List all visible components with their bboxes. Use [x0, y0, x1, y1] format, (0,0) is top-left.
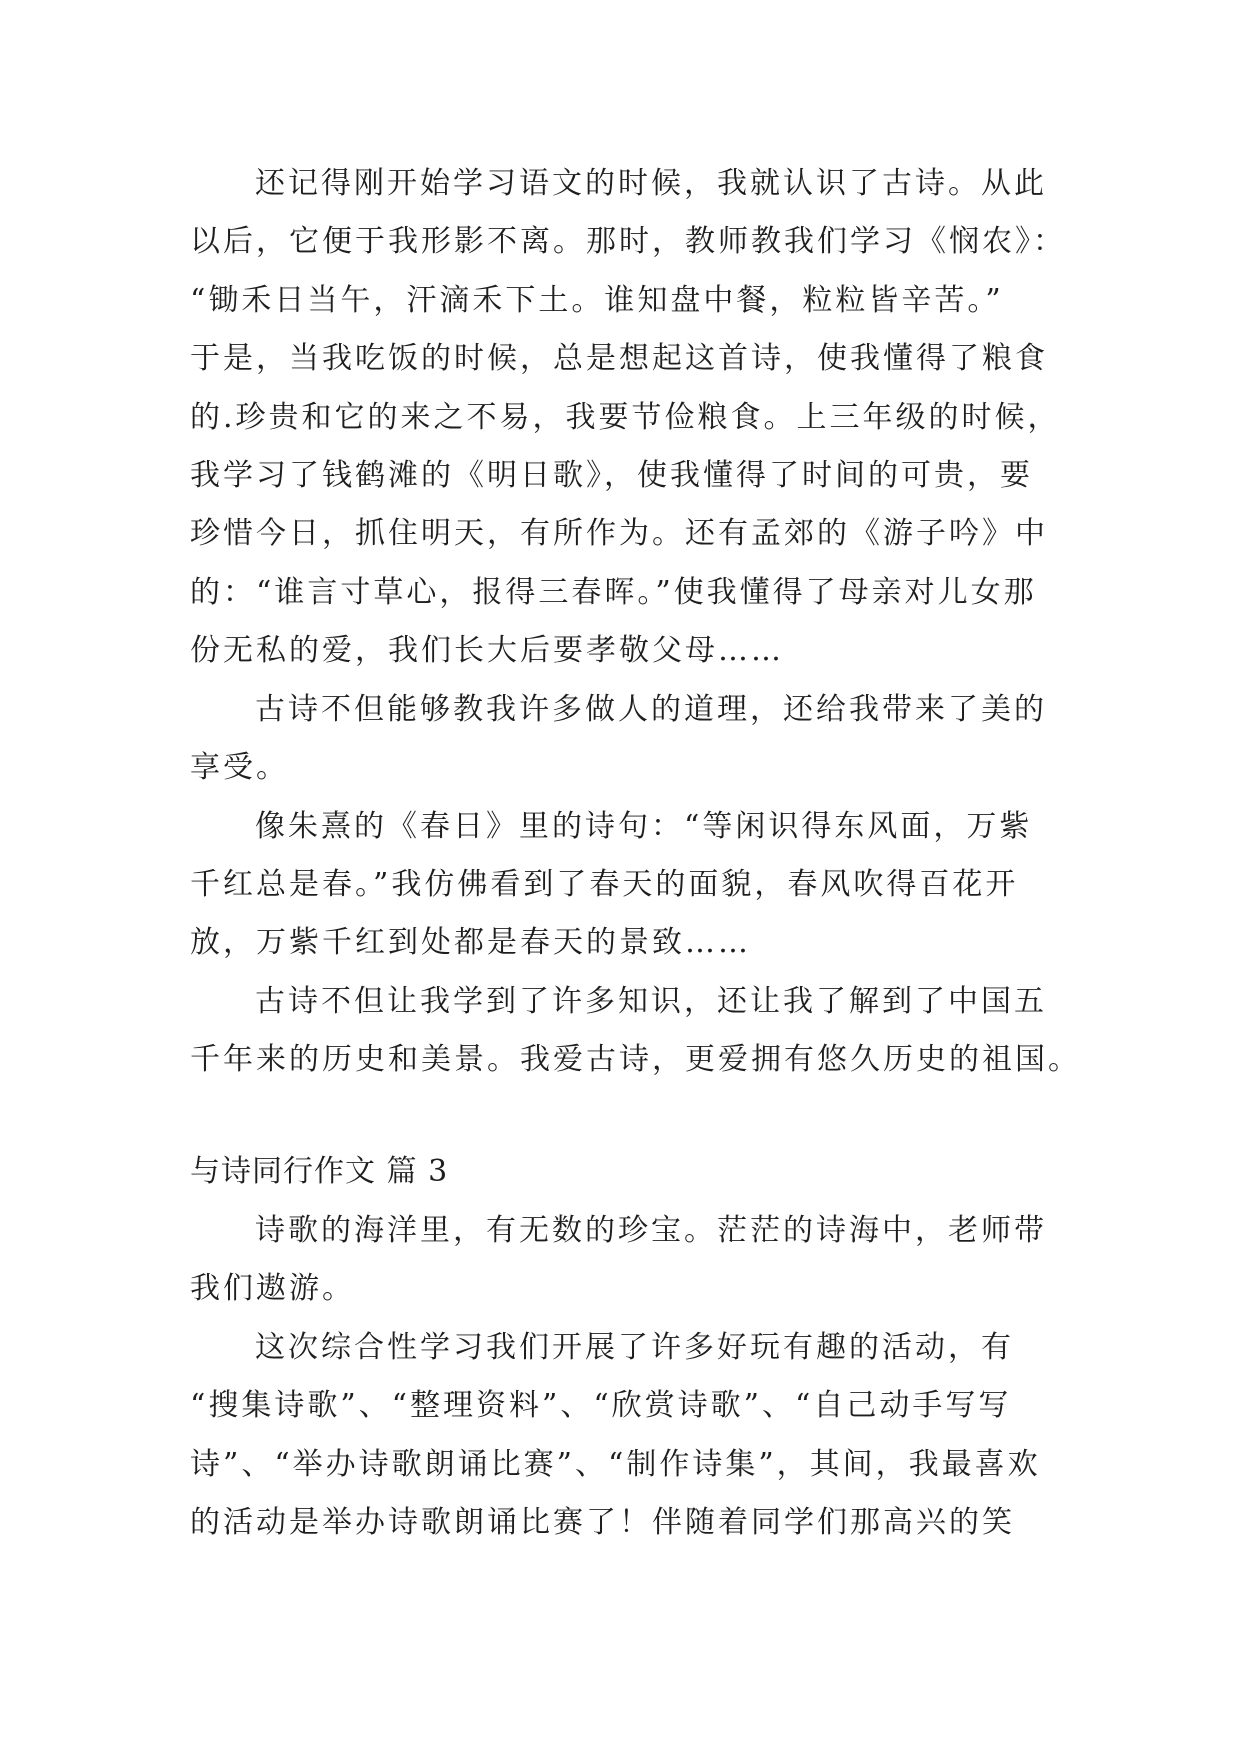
text-line-5: 的.珍贵和它的来之不易，我要节俭粮食。上三年级的时候，: [190, 400, 1061, 435]
text-line-10: 古诗不但能够教我许多做人的道理，还给我带来了美的: [255, 692, 1047, 727]
text-line-21: 诗”、“举办诗歌朗诵比赛”、“制作诗集”，其间，我最喜欢: [190, 1447, 1041, 1482]
text-line-3: “锄禾日当午，汗滴禾下土。谁知盘中餐，粒粒皆辛苦。”: [190, 283, 1004, 318]
text-line-19: 这次综合性学习我们开展了许多好玩有趣的活动，有: [255, 1330, 1014, 1365]
text-line-1: 还记得刚开始学习语文的时候，我就认识了古诗。从此: [255, 166, 1047, 201]
text-line-20: “搜集诗歌”、“整理资料”、“欣赏诗歌”、“自己动手写写: [190, 1388, 1012, 1423]
text-line-16: 千年来的历史和美景。我爱古诗，更爱拥有悠久历史的祖国。: [190, 1042, 1081, 1077]
text-line-6: 我学习了钱鹤滩的《明日歌》，使我懂得了时间的可贵，要: [190, 458, 1033, 493]
text-line-9: 份无私的爱，我们长大后要孝敬父母……: [190, 633, 784, 668]
text-line-11: 享受。: [190, 750, 289, 785]
text-line-4: 于是，当我吃饭的时候，总是想起这首诗，使我懂得了粮食: [190, 341, 1048, 376]
text-line-14: 放，万紫千红到处都是春天的景致……: [190, 925, 751, 960]
text-line-7: 珍惜今日，抓住明天，有所作为。还有孟郊的《游子吟》中: [190, 516, 1048, 551]
text-line-8: 的：“谁言寸草心，报得三春晖。”使我懂得了母亲对儿女那: [190, 575, 1037, 610]
text-line-2: 以后，它便于我形影不离。那时，教师教我们学习《悯农》：: [190, 224, 1066, 259]
section-heading: 与诗同行作文 篇 3: [190, 1154, 449, 1189]
text-line-12: 像朱熹的《春日》里的诗句：“等闲识得东风面，万紫: [255, 809, 1033, 844]
text-line-15: 古诗不但让我学到了许多知识，还让我了解到了中国五: [255, 984, 1047, 1019]
text-line-18: 我们遨游。: [190, 1271, 355, 1306]
text-line-17: 诗歌的海洋里，有无数的珍宝。茫茫的诗海中，老师带: [255, 1213, 1047, 1248]
text-line-13: 千红总是春。”我仿佛看到了春天的面貌，春风吹得百花开: [190, 867, 1019, 902]
text-line-22: 的活动是举办诗歌朗诵比赛了！伴随着同学们那高兴的笑: [190, 1505, 1015, 1540]
